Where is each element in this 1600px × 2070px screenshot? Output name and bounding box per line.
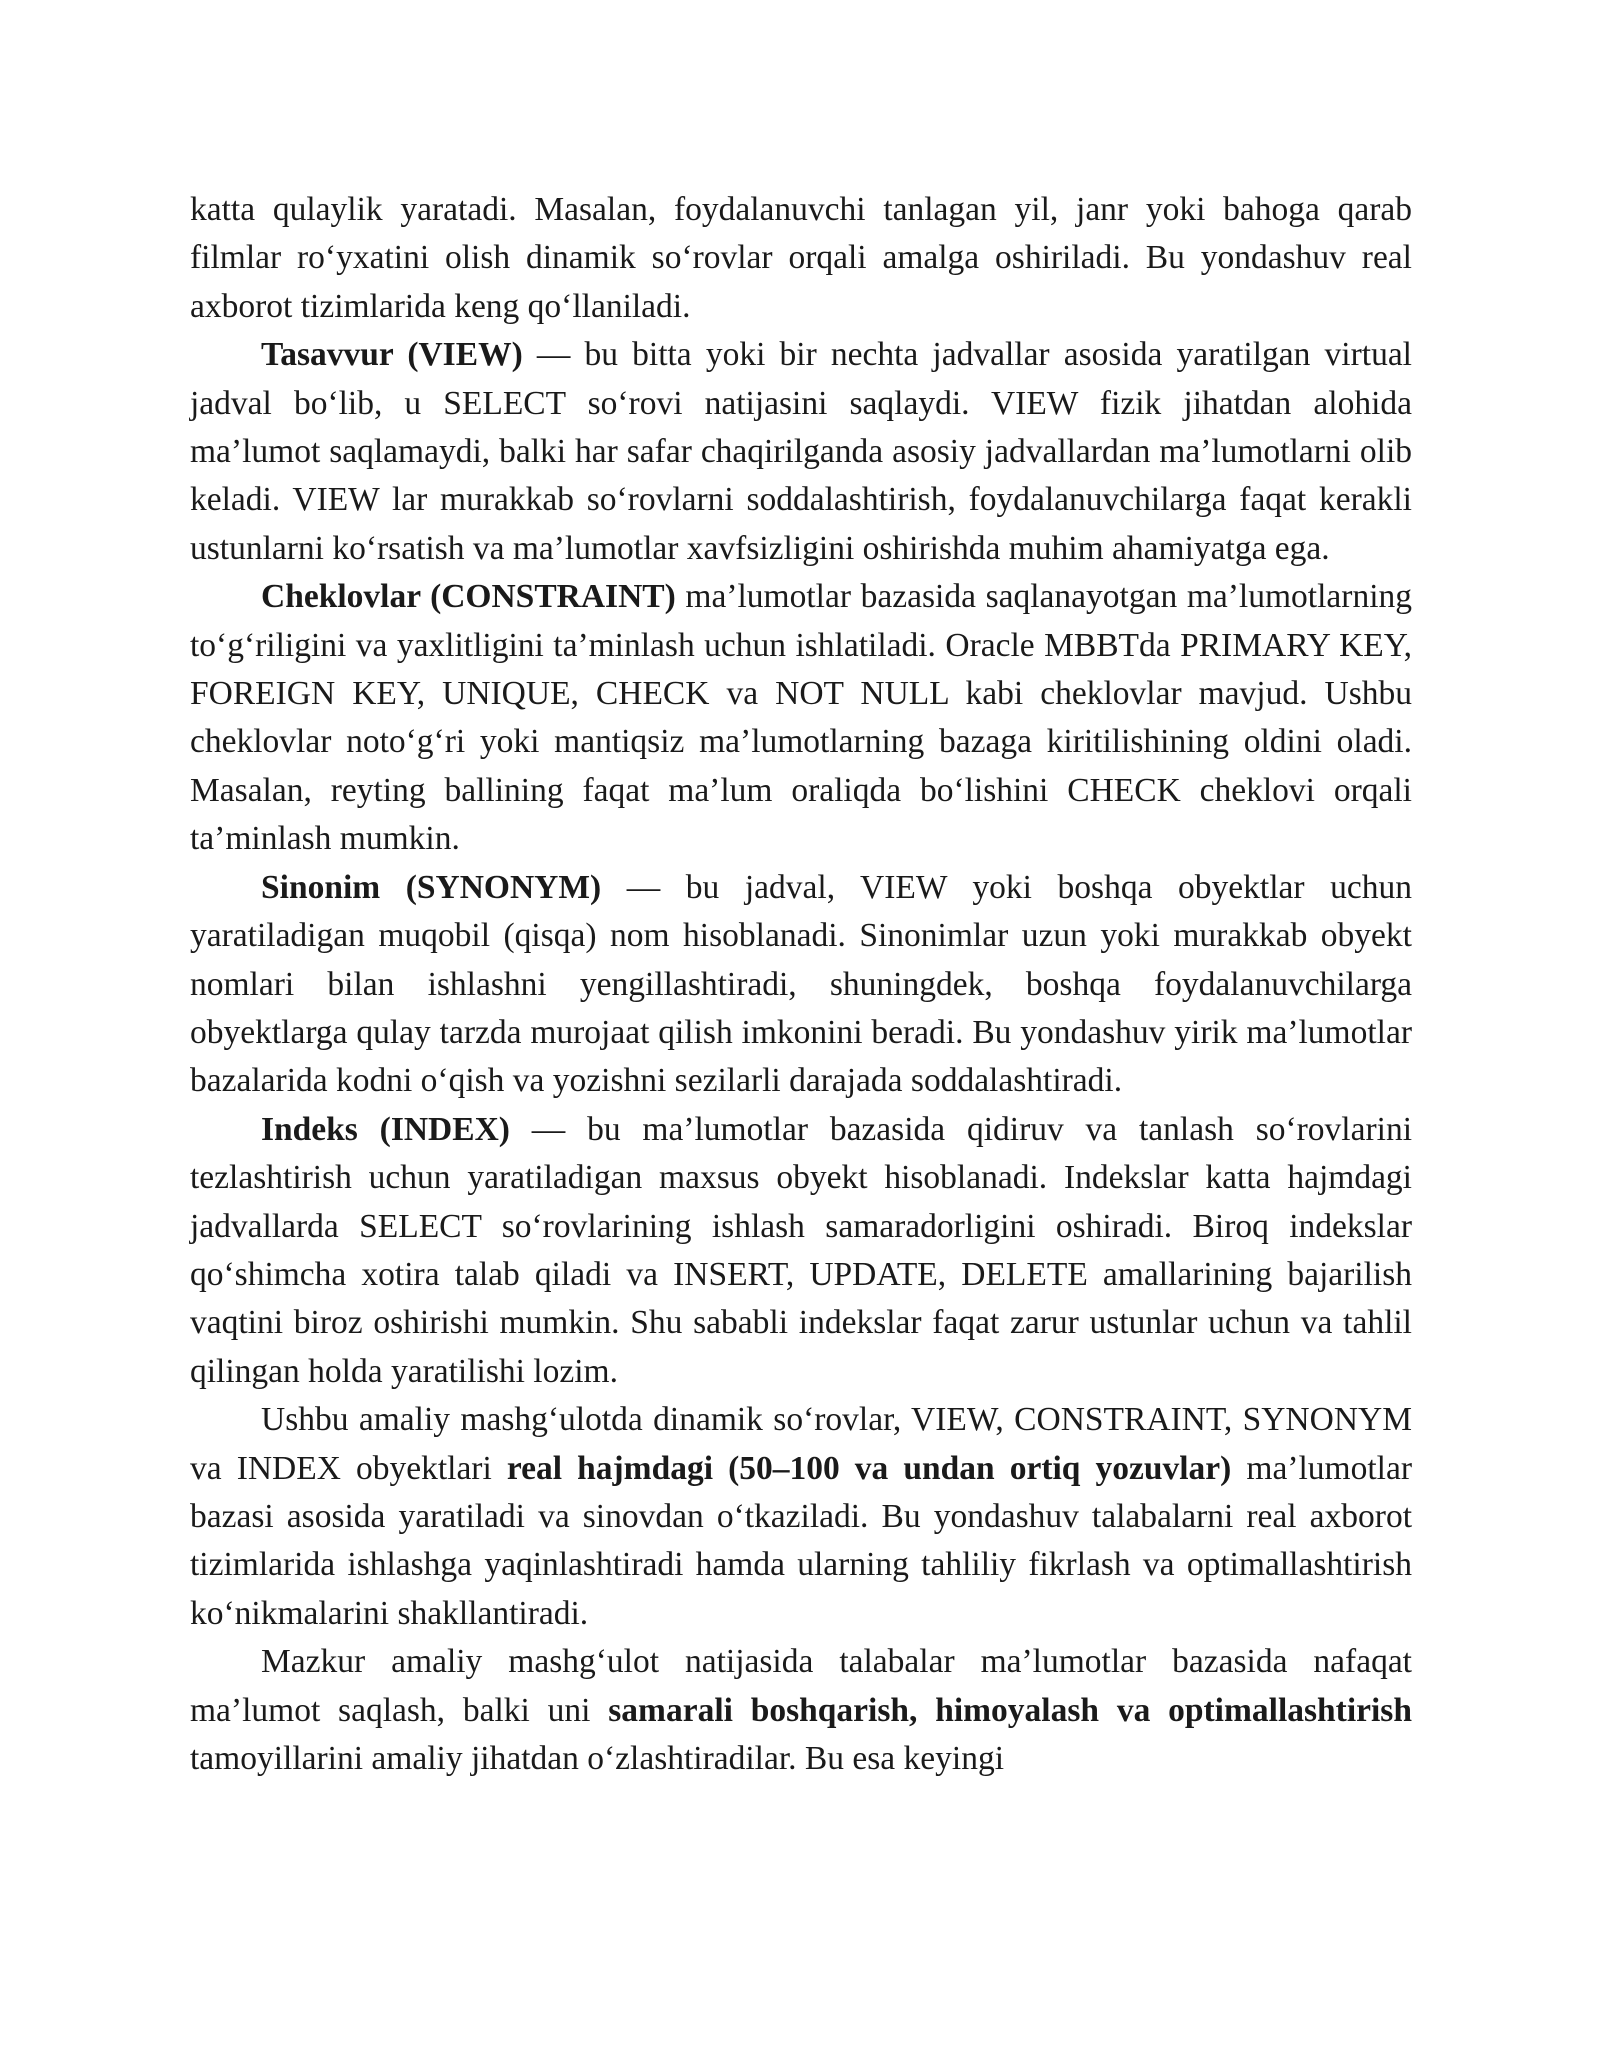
paragraph-text: — bu ma’lumotlar bazasida qidiruv va tanlash so‘rovlarini tezlashtirish uchun yaratiladigan maxsus obyekt hisoblanadi. Indekslar katta hajmdagi jadvallarda SELECT so‘rovlarining ishlash samaradorligini oshiradi. Biroq indekslar qo‘shimcha xotira talab qiladi va INSERT, UPDATE, DELETE amallarining bajarilish vaqtini biroz oshirishi mumkin. Shu sababli indekslar faqat zarur ustunlar uchun va tahlil qilingan holda yaratilishi lozim.: [190, 1110, 1413, 1390]
document-body: [190, 186, 1412, 1783]
paragraph-result: [190, 1638, 1412, 1783]
paragraph-text: ma’lumotlar bazasi asosida yaratiladi va sinovdan o‘tkaziladi. Bu yondashuv talabalarni real axborot tizimlarida ishlashga yaqinlashtiradi hamda ularning tahliliy fikrlash va optimallashtirish ko‘nikmalarini shakllantiradi.: [190, 1449, 1413, 1632]
paragraph-constraint: [190, 573, 1412, 863]
paragraph-practice: [190, 1396, 1412, 1638]
term-view: Tasavvur (VIEW): [261, 336, 523, 374]
paragraph-text: Ushbu amaliy mashg‘ulotda dinamik so‘rovlar, VIEW, CONSTRAINT, SYNONYM va INDEX obyektlari: [190, 1401, 1412, 1487]
paragraph-text: — bu bitta yoki bir nechta jadvallar asosida yaratilgan virtual jadval bo‘lib, u SELECT so‘rovi natijasini saqlaydi. VIEW fizik jihatdan alohida ma’lumot saqlamaydi, balki har safar chaqirilganda asosiy jadvallardan ma’lumotlarni olib keladi. VIEW lar murakkab so‘rovlarni soddalashtirish, foydalanuvchilarga faqat kerakli ustunlarni ko‘rsatish va ma’lumotlar xavfsizligini oshirishda muhim ahamiyatga ega.: [190, 336, 1412, 567]
paragraph-intro: [190, 186, 1412, 331]
emphasis-management: samarali boshqarish, himoyalash va optimallashtirish: [608, 1691, 1412, 1729]
paragraph-synonym: [190, 864, 1412, 1106]
paragraph-text: katta qulaylik yaratadi. Masalan, foydalanuvchi tanlagan yil, janr yoki bahoga qarab filmlar ro‘yxatini olish dinamik so‘rovlar orqali amalga oshiriladi. Bu yondashuv real axborot tizimlarida keng qo‘llaniladi.: [190, 191, 1412, 325]
paragraph-text: ma’lumotlar bazasida saqlanayotgan ma’lumotlarning to‘g‘riligini va yaxlitligini ta’minlash uchun ishlatiladi. Oracle MBBTda PRIMARY KEY, FOREIGN KEY, UNIQUE, CHECK va NOT NULL kabi cheklovlar mavjud. Ushbu cheklovlar noto‘g‘ri yoki mantiqsiz ma’lumotlarning bazaga kiritilishining oldini oladi. Masalan, reyting ballining faqat ma’lum oraliqda bo‘lishini CHECK cheklovi orqali ta’minlash mumkin.: [190, 578, 1412, 858]
term-synonym: Sinonim (SYNONYM): [261, 868, 602, 906]
term-constraint: Cheklovlar (CONSTRAINT): [261, 578, 676, 616]
paragraph-index: [190, 1106, 1412, 1396]
paragraph-text: tamoyillarini amaliy jihatdan o‘zlashtiradilar. Bu esa keyingi: [190, 1740, 1005, 1777]
emphasis-real-volume: real hajmdagi (50–100 va undan ortiq yozuvlar): [506, 1449, 1232, 1487]
paragraph-view: [190, 331, 1412, 573]
paragraph-text: — bu jadval, VIEW yoki boshqa obyektlar uchun yaratiladigan muqobil (qisqa) nom hisoblanadi. Sinonimlar uzun yoki murakkab obyekt nomlari bilan ishlashni yengillashtiradi, shuningdek, boshqa foydalanuvchilarga obyektlarga qulay tarzda murojaat qilish imkonini beradi. Bu yondashuv yirik ma’lumotlar bazalarida kodni o‘qish va yozishni sezilarli darajada soddalashtiradi.: [190, 868, 1412, 1100]
paragraph-text: Mazkur amaliy mashg‘ulot natijasida talabalar ma’lumotlar bazasida nafaqat ma’lumot saqlash, balki uni: [190, 1643, 1412, 1729]
term-index: Indeks (INDEX): [261, 1110, 510, 1148]
